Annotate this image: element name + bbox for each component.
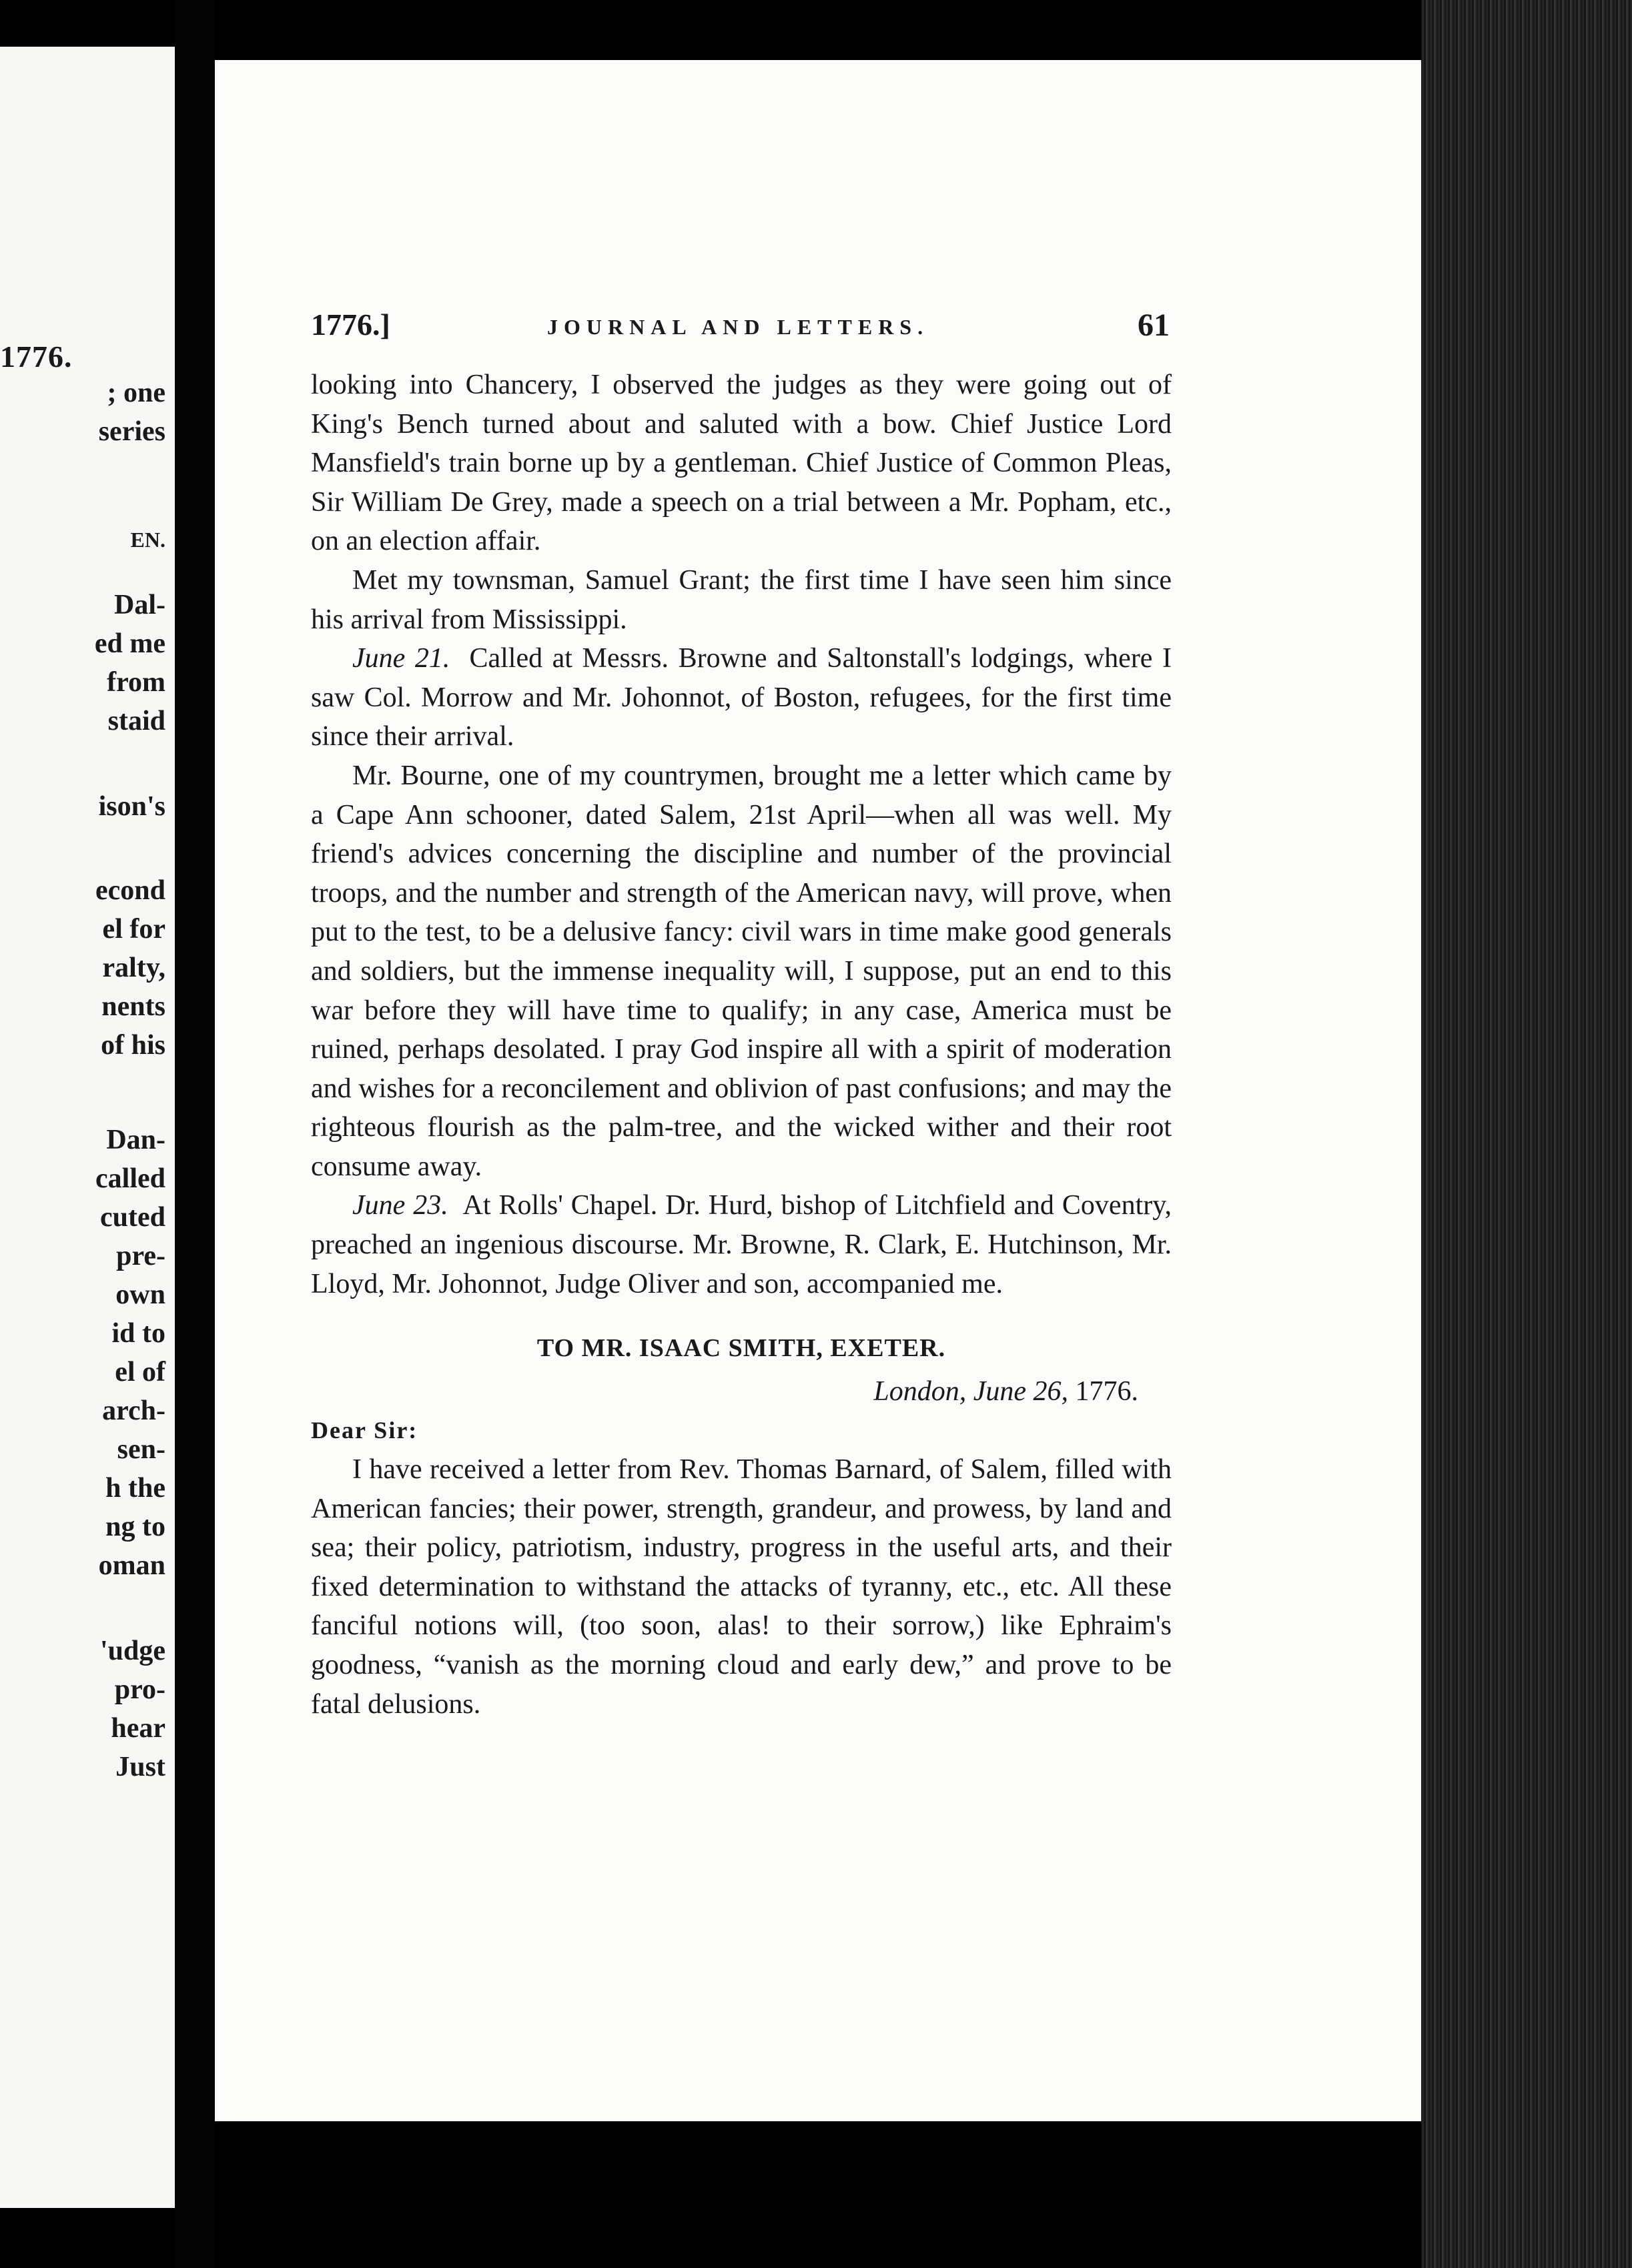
left-line: el for [102, 914, 165, 945]
paragraph: Mr. Bourne, one of my countrymen, brought me a letter which came by a Cape Ann schooner, dated Salem, 21st April—when all was well. My friend's advices concerning the discipline and number of the provincial troops, and the number and strength of the American navy, will prove, when put to the test, to be a delusive fancy: civil wars in time make good generals and soldiers, but the immense inequality will, I suppose, put an end to this war before they will have time to qualify; in any case, America must be ruined, perhaps desolated. I pray God inspire all with a spirit of moderation and wishes for a reconcilement and oblivion of past confusions; and may the righteous flourish as the palm-tree, and the wicked wither and their root consume away. [311, 760, 1172, 1182]
left-line: ; one [107, 378, 165, 408]
left-line: ralty, [102, 953, 165, 983]
left-line: ed me [94, 628, 165, 659]
left-line: cuted [100, 1202, 165, 1233]
paragraph: looking into Chancery, I observed the judges as they were going out of King's Bench turned about and saluted with a bow. Chief Justice Lord Mansfield's train borne up by a gentleman. Chief Justice of Common Pleas, Sir William De Grey, made a speech on a trial between a Mr. Popham, etc., on an election affair. [311, 370, 1172, 557]
letter-salutation: Dear Sir: [311, 1417, 418, 1444]
book-gutter [175, 0, 215, 2268]
page-number: 61 [1138, 308, 1170, 343]
letter-body: I have received a letter from Rev. Thomas Barnard, of Salem, filled with American fancies; their power, strength, grandeur, and prowess, by land and sea; their policy, patriotism, industry, progress in the useful arts, and their fixed determination to withstand the attacks of tyranny, etc., etc. All these fanciful notions will, (too soon, alas! to their sorrow,) like Ephraim's goodness, “vanish as the morning cloud and early dew,” and prove to be fatal delusions. [311, 1454, 1172, 1720]
left-line: series [98, 416, 165, 447]
left-line: Dan- [106, 1125, 165, 1155]
page-body [311, 366, 1172, 1724]
left-line: id to [111, 1318, 165, 1349]
letter-dateline [311, 1372, 1172, 1411]
left-line: pre- [116, 1241, 165, 1271]
left-line: oman [98, 1550, 165, 1581]
left-line: from [107, 667, 165, 698]
left-line: hear [111, 1713, 165, 1744]
left-line: staid [107, 706, 165, 736]
paragraph-entry [311, 1186, 1172, 1303]
paragraph-entry [311, 639, 1172, 756]
left-line: h the [105, 1473, 165, 1504]
left-line: econd [95, 875, 165, 906]
left-line: ison's [98, 791, 165, 822]
entry-date: June 23. [352, 1190, 448, 1221]
left-facing-page [0, 47, 175, 2208]
entry-text: Called at Messrs. Browne and Saltonstall's lodgings, where I saw Col. Morrow and Mr. Johonnot, of Boston, refugees, for the first time since their arrival. [311, 643, 1172, 752]
book-page-edge [1421, 0, 1632, 2268]
left-line: Dal- [114, 590, 165, 620]
left-line: el of [115, 1357, 165, 1387]
letter-year: 1776. [1075, 1375, 1138, 1407]
left-line: nents [101, 991, 165, 1022]
left-line: pro- [114, 1674, 165, 1705]
left-line: EN. [130, 528, 165, 552]
entry-date: June 21. [352, 643, 450, 674]
entry-text: At Rolls' Chapel. Dr. Hurd, bishop of Litchfield and Coventry, preached an ingenious discourse. Mr. Browne, R. Clark, E. Hutchinson, Mr. Lloyd, Mr. Johonnot, Judge Oliver and son, accompanied me. [311, 1190, 1172, 1299]
left-line: called [95, 1163, 165, 1194]
left-line: of his [101, 1030, 165, 1061]
letter-place: London, [873, 1375, 967, 1407]
left-line: ng to [105, 1512, 165, 1542]
letter-heading: TO MR. ISAAC SMITH, EXETER. [536, 1334, 946, 1363]
left-line: arch- [102, 1395, 165, 1426]
running-head-title: JOURNAL AND LETTERS. [547, 315, 929, 339]
left-running-head: 1776. [0, 340, 73, 374]
letter-date: June 26, [973, 1375, 1068, 1407]
paragraph: Met my townsman, Samuel Grant; the first time I have seen him since his arrival from Mississippi. [311, 564, 1172, 635]
left-line: sen- [117, 1434, 165, 1465]
left-line: 'udge [99, 1636, 165, 1666]
left-line: Just [115, 1752, 165, 1782]
running-head-year: 1776.] [311, 308, 390, 342]
left-line: own [115, 1279, 165, 1310]
